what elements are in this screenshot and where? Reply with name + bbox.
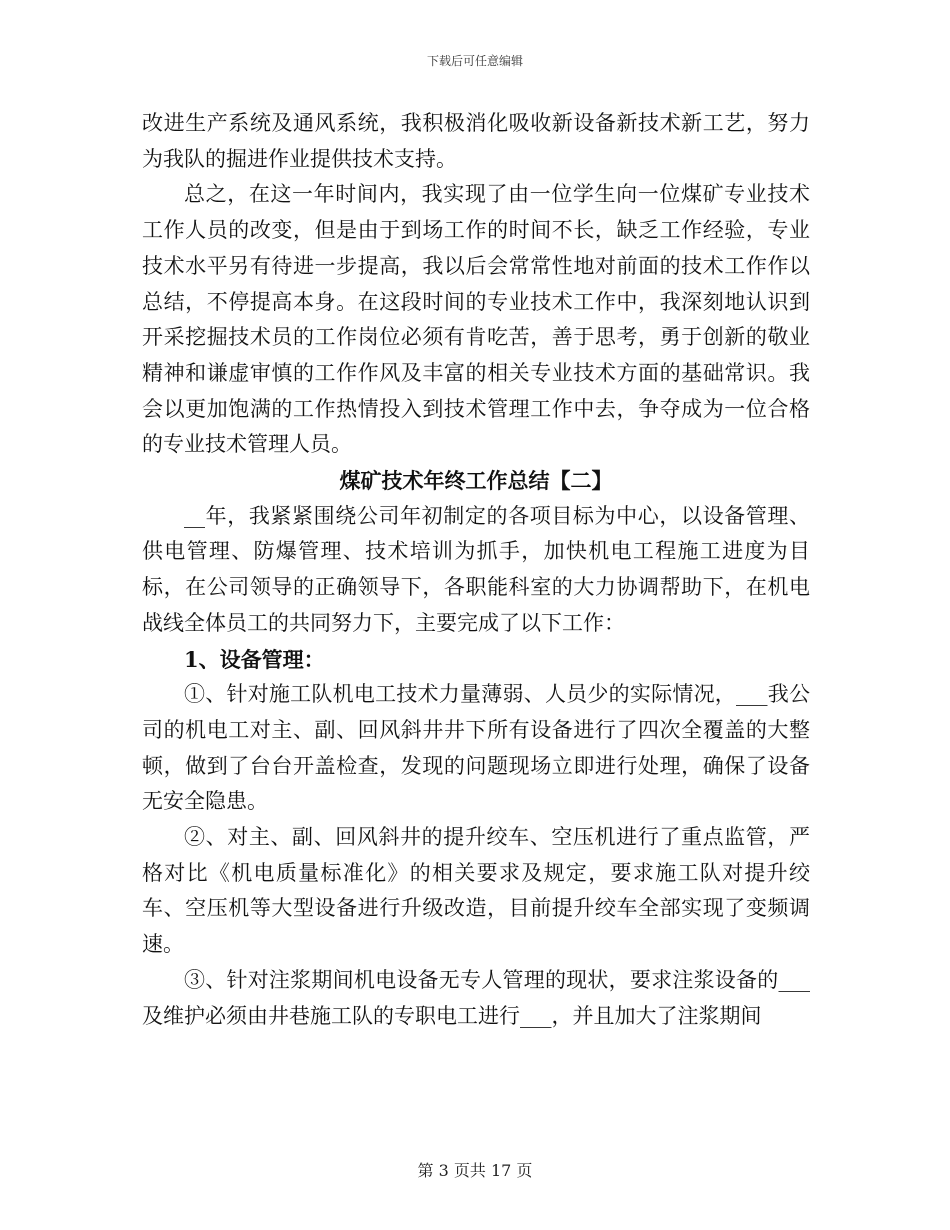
paragraph-3: __年，我紧紧围绕公司年初制定的各项目标为中心，以设备管理、供电管理、防爆管理、技术培训为抓手，加快机电工程施工进度为目标，在公司领导的正确领导下，各职能科室的大力协调帮助下，在机电战线全体员工的共同努力下，主要完成了以下工作： <box>142 503 810 635</box>
paragraph-2: 总之，在这一年时间内，我实现了由一位学生向一位煤矿专业技术工作人员的改变，但是由于到场工作的时间不长，缺乏工作经验，专业技术水平另有待进一步提高，我以后会常常性地对前面的技术工作作以总结，不停提高本身。在这段时间的专业技术工作中，我深刻地认识到开采挖掘技术员的工作岗位必须有肯吃苦，善于思考，勇于创新的敬业精神和谦虚审慎的工作作风及丰富的相关专业技术方面的基础常识。我会以更加饱满的工作热情投入到技术管理工作中去，争夺成为一位合格的专业技术管理人员。 <box>142 182 810 457</box>
subheading-equipment-management: 1、设备管理： <box>184 646 325 672</box>
paragraph-4: ①、针对施工队机电工技术力量薄弱、人员少的实际情况，___我公司的机电工对主、副、回风斜井井下所有设备进行了四次全覆盖的大整顿，做到了台台开盖检查，发现的问题现场立即进行处理，确保了设备无安全隐患。 <box>142 682 810 814</box>
section-title: 煤矿技术年终工作总结【二】 <box>339 468 613 494</box>
paragraph-6: ③、针对注浆期间机电设备无专人管理的现状，要求注浆设备的___及维护必须由井巷施工队的专职电工进行___，并且加大了注浆期间 <box>142 967 810 1028</box>
page-header: 下载后可任意编辑 <box>426 54 523 68</box>
document-body <box>142 106 810 1034</box>
paragraph-5: ②、对主、副、回风斜井的提升绞车、空压机进行了重点监管，严格对比《机电质量标准化》的相关要求及规定，要求施工队对提升绞车、空压机等大型设备进行升级改造，目前提升绞车全部实现了变频调速。 <box>142 825 810 957</box>
paragraph-1: 改进生产系统及通风系统，我积极消化吸收新设备新技术新工艺，努力为我队的掘进作业提供技术支持。 <box>142 111 810 171</box>
page-footer: 第 3 页共 17 页 <box>417 1161 533 1180</box>
